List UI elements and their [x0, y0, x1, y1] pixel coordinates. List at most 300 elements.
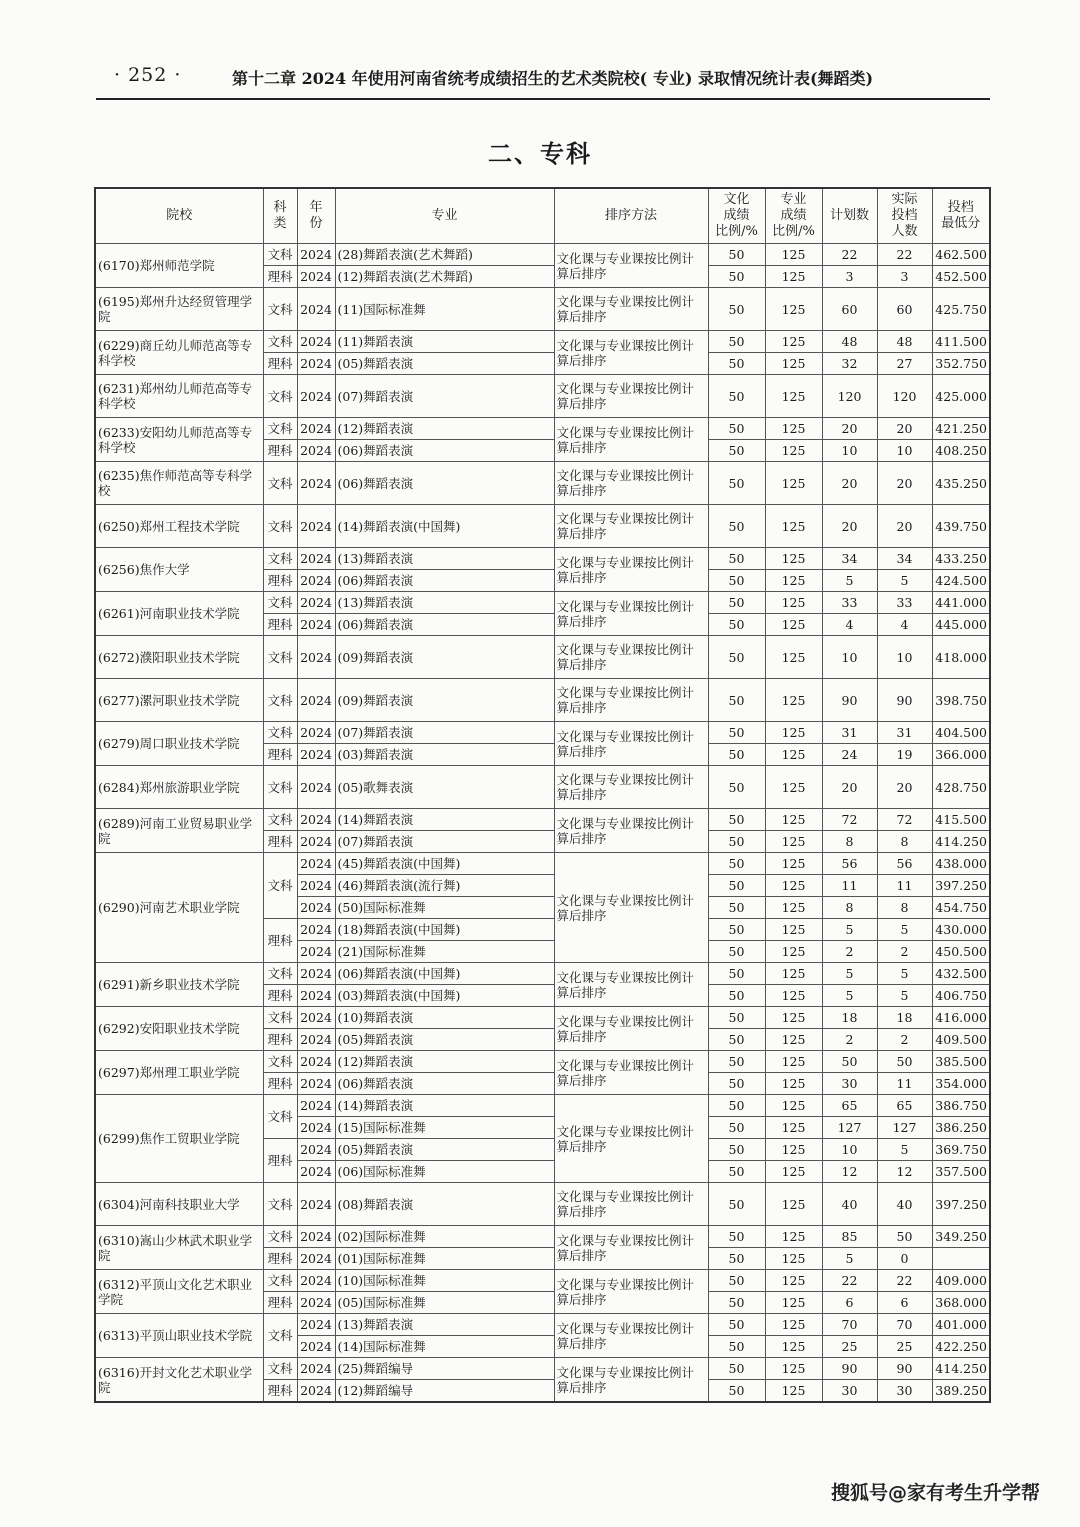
- subject-type: 理科: [263, 1380, 297, 1403]
- school-name: (6256)焦作大学: [95, 548, 263, 592]
- major-cell: (07)舞蹈表演: [335, 722, 554, 744]
- major-cell: (05)舞蹈表演: [335, 353, 554, 375]
- culture-ratio-cell: 50: [708, 1051, 765, 1073]
- school-name: (6291)新乡职业技术学院: [95, 963, 263, 1007]
- year-cell: 2024: [297, 1248, 335, 1270]
- culture-ratio-cell: 50: [708, 266, 765, 288]
- table-row: [95, 288, 990, 331]
- actual-count-cell: 90: [877, 1358, 932, 1380]
- major-cell: (09)舞蹈表演: [335, 636, 554, 679]
- subject-type: 文科: [263, 418, 297, 440]
- table-header-row: [95, 188, 990, 244]
- actual-count-cell: 2: [877, 941, 932, 963]
- sort-method: 文化课与专业课按比例计算后排序: [554, 809, 708, 853]
- table-row: [95, 1095, 990, 1117]
- sort-method: 文化课与专业课按比例计算后排序: [554, 1095, 708, 1183]
- col-header-prof-ratio: 专业 成绩 比例/%: [765, 188, 822, 244]
- watermark: 搜狐号@家有考生升学帮: [830, 1482, 1040, 1504]
- major-cell: (14)舞蹈表演: [335, 1095, 554, 1117]
- year-cell: 2024: [297, 462, 335, 505]
- actual-count-cell: 40: [877, 1183, 932, 1226]
- plan-count-cell: 20: [822, 418, 877, 440]
- major-cell: (14)舞蹈表演(中国舞): [335, 505, 554, 548]
- actual-count-cell: 19: [877, 744, 932, 766]
- major-cell: (21)国际标准舞: [335, 941, 554, 963]
- year-cell: 2024: [297, 244, 335, 266]
- col-header-actual: 实际 投档 人数: [877, 188, 932, 244]
- subject-type: 文科: [263, 963, 297, 985]
- subject-type: 理科: [263, 1292, 297, 1314]
- prof-ratio-cell: 125: [765, 353, 822, 375]
- culture-ratio-cell: 50: [708, 462, 765, 505]
- prof-ratio-cell: 125: [765, 679, 822, 722]
- culture-ratio-cell: 50: [708, 331, 765, 353]
- plan-count-cell: 12: [822, 1161, 877, 1183]
- prof-ratio-cell: 125: [765, 985, 822, 1007]
- major-cell: (15)国际标准舞: [335, 1117, 554, 1139]
- table-row: [95, 853, 990, 875]
- prof-ratio-cell: 125: [765, 244, 822, 266]
- lowest-score-cell: 435.250: [932, 462, 990, 505]
- plan-count-cell: 33: [822, 592, 877, 614]
- prof-ratio-cell: 125: [765, 440, 822, 462]
- prof-ratio-cell: 125: [765, 831, 822, 853]
- lowest-score-cell: 452.500: [932, 266, 990, 288]
- table-row: [95, 766, 990, 809]
- culture-ratio-cell: 50: [708, 570, 765, 592]
- actual-count-cell: 48: [877, 331, 932, 353]
- actual-count-cell: 22: [877, 1270, 932, 1292]
- plan-count-cell: 60: [822, 288, 877, 331]
- table-row: [95, 1226, 990, 1248]
- year-cell: 2024: [297, 875, 335, 897]
- page-number: · 252 ·: [114, 64, 182, 86]
- actual-count-cell: 31: [877, 722, 932, 744]
- prof-ratio-cell: 125: [765, 1029, 822, 1051]
- plan-count-cell: 90: [822, 679, 877, 722]
- admission-table: [94, 187, 991, 1403]
- lowest-score-cell: 411.500: [932, 331, 990, 353]
- sort-method: 文化课与专业课按比例计算后排序: [554, 288, 708, 331]
- subject-type: 文科: [263, 375, 297, 418]
- plan-count-cell: 5: [822, 963, 877, 985]
- plan-count-cell: 72: [822, 809, 877, 831]
- table-row: [95, 1007, 990, 1029]
- lowest-score-cell: 404.500: [932, 722, 990, 744]
- prof-ratio-cell: 125: [765, 1183, 822, 1226]
- subject-type: 文科: [263, 1270, 297, 1292]
- culture-ratio-cell: 50: [708, 440, 765, 462]
- year-cell: 2024: [297, 636, 335, 679]
- major-cell: (06)舞蹈表演: [335, 614, 554, 636]
- school-name: (6299)焦作工贸职业学院: [95, 1095, 263, 1183]
- year-cell: 2024: [297, 679, 335, 722]
- culture-ratio-cell: 50: [708, 375, 765, 418]
- culture-ratio-cell: 50: [708, 722, 765, 744]
- prof-ratio-cell: 125: [765, 1095, 822, 1117]
- major-cell: (06)舞蹈表演(中国舞): [335, 963, 554, 985]
- plan-count-cell: 3: [822, 266, 877, 288]
- year-cell: 2024: [297, 1139, 335, 1161]
- sort-method: 文化课与专业课按比例计算后排序: [554, 244, 708, 288]
- year-cell: 2024: [297, 766, 335, 809]
- subject-type: 理科: [263, 570, 297, 592]
- school-name: (6290)河南艺术职业学院: [95, 853, 263, 963]
- year-cell: 2024: [297, 548, 335, 570]
- plan-count-cell: 4: [822, 614, 877, 636]
- school-name: (6312)平顶山文化艺术职业学院: [95, 1270, 263, 1314]
- sort-method: 文化课与专业课按比例计算后排序: [554, 375, 708, 418]
- actual-count-cell: 20: [877, 418, 932, 440]
- major-cell: (45)舞蹈表演(中国舞): [335, 853, 554, 875]
- culture-ratio-cell: 50: [708, 853, 765, 875]
- prof-ratio-cell: 125: [765, 1292, 822, 1314]
- plan-count-cell: 32: [822, 353, 877, 375]
- major-cell: (10)国际标准舞: [335, 1270, 554, 1292]
- lowest-score-cell: 369.750: [932, 1139, 990, 1161]
- major-cell: (09)舞蹈表演: [335, 679, 554, 722]
- table-row: [95, 592, 990, 614]
- major-cell: (06)舞蹈表演: [335, 1073, 554, 1095]
- sort-method: 文化课与专业课按比例计算后排序: [554, 679, 708, 722]
- year-cell: 2024: [297, 1336, 335, 1358]
- actual-count-cell: 5: [877, 570, 932, 592]
- plan-count-cell: 8: [822, 831, 877, 853]
- table-row: [95, 505, 990, 548]
- prof-ratio-cell: 125: [765, 331, 822, 353]
- subject-type: 文科: [263, 766, 297, 809]
- year-cell: 2024: [297, 266, 335, 288]
- lowest-score-cell: 438.000: [932, 853, 990, 875]
- year-cell: 2024: [297, 1029, 335, 1051]
- lowest-score-cell: 421.250: [932, 418, 990, 440]
- col-header-method: 排序方法: [554, 188, 708, 244]
- lowest-score-cell: 425.750: [932, 288, 990, 331]
- culture-ratio-cell: 50: [708, 1073, 765, 1095]
- actual-count-cell: 50: [877, 1226, 932, 1248]
- subject-type: 文科: [263, 592, 297, 614]
- major-cell: (46)舞蹈表演(流行舞): [335, 875, 554, 897]
- major-cell: (10)舞蹈表演: [335, 1007, 554, 1029]
- subject-type: 文科: [263, 1051, 297, 1073]
- year-cell: 2024: [297, 570, 335, 592]
- table-row: [95, 722, 990, 744]
- table-row: [95, 375, 990, 418]
- plan-count-cell: 34: [822, 548, 877, 570]
- lowest-score-cell: 401.000: [932, 1314, 990, 1336]
- culture-ratio-cell: 50: [708, 505, 765, 548]
- table-row: [95, 636, 990, 679]
- table-row: [95, 1051, 990, 1073]
- lowest-score-cell: 357.500: [932, 1161, 990, 1183]
- actual-count-cell: 20: [877, 766, 932, 809]
- actual-count-cell: 5: [877, 985, 932, 1007]
- prof-ratio-cell: 125: [765, 875, 822, 897]
- actual-count-cell: 33: [877, 592, 932, 614]
- prof-ratio-cell: 125: [765, 288, 822, 331]
- lowest-score-cell: 415.500: [932, 809, 990, 831]
- page-header: [96, 62, 990, 100]
- year-cell: 2024: [297, 614, 335, 636]
- lowest-score-cell: 352.750: [932, 353, 990, 375]
- prof-ratio-cell: 125: [765, 592, 822, 614]
- plan-count-cell: 90: [822, 1358, 877, 1380]
- prof-ratio-cell: 125: [765, 919, 822, 941]
- culture-ratio-cell: 50: [708, 1139, 765, 1161]
- year-cell: 2024: [297, 1161, 335, 1183]
- major-cell: (03)舞蹈表演(中国舞): [335, 985, 554, 1007]
- actual-count-cell: 120: [877, 375, 932, 418]
- year-cell: 2024: [297, 1358, 335, 1380]
- year-cell: 2024: [297, 853, 335, 875]
- lowest-score-cell: 462.500: [932, 244, 990, 266]
- lowest-score-cell: 386.750: [932, 1095, 990, 1117]
- year-cell: 2024: [297, 1007, 335, 1029]
- lowest-score-cell: 450.500: [932, 941, 990, 963]
- lowest-score-cell: 428.750: [932, 766, 990, 809]
- lowest-score-cell: 408.250: [932, 440, 990, 462]
- table-row: [95, 1314, 990, 1336]
- subject-type: 文科: [263, 809, 297, 831]
- section-title: 二、专科: [488, 139, 592, 168]
- school-name: (6284)郑州旅游职业学院: [95, 766, 263, 809]
- prof-ratio-cell: 125: [765, 1380, 822, 1403]
- culture-ratio-cell: 50: [708, 919, 765, 941]
- actual-count-cell: 20: [877, 462, 932, 505]
- culture-ratio-cell: 50: [708, 1095, 765, 1117]
- prof-ratio-cell: 125: [765, 1073, 822, 1095]
- actual-count-cell: 90: [877, 679, 932, 722]
- school-name: (6235)焦作师范高等专科学校: [95, 462, 263, 505]
- year-cell: 2024: [297, 1292, 335, 1314]
- prof-ratio-cell: 125: [765, 897, 822, 919]
- culture-ratio-cell: 50: [708, 1029, 765, 1051]
- subject-type: 文科: [263, 722, 297, 744]
- major-cell: (11)舞蹈表演: [335, 331, 554, 353]
- actual-count-cell: 12: [877, 1161, 932, 1183]
- actual-count-cell: 6: [877, 1292, 932, 1314]
- sort-method: 文化课与专业课按比例计算后排序: [554, 722, 708, 766]
- subject-type: 文科: [263, 636, 297, 679]
- culture-ratio-cell: 50: [708, 548, 765, 570]
- lowest-score-cell: 432.500: [932, 963, 990, 985]
- plan-count-cell: 2: [822, 941, 877, 963]
- year-cell: 2024: [297, 897, 335, 919]
- major-cell: (03)舞蹈表演: [335, 744, 554, 766]
- plan-count-cell: 5: [822, 1248, 877, 1270]
- lowest-score-cell: 424.500: [932, 570, 990, 592]
- actual-count-cell: 5: [877, 919, 932, 941]
- culture-ratio-cell: 50: [708, 1161, 765, 1183]
- sort-method: 文化课与专业课按比例计算后排序: [554, 1358, 708, 1403]
- subject-type: 文科: [263, 462, 297, 505]
- col-header-plan: 计划数: [822, 188, 877, 244]
- actual-count-cell: 27: [877, 353, 932, 375]
- major-cell: (13)舞蹈表演: [335, 548, 554, 570]
- sort-method: 文化课与专业课按比例计算后排序: [554, 1226, 708, 1270]
- lowest-score-cell: 414.250: [932, 831, 990, 853]
- prof-ratio-cell: 125: [765, 766, 822, 809]
- col-header-lowest: 投档 最低分: [932, 188, 990, 244]
- year-cell: 2024: [297, 744, 335, 766]
- subject-type: 理科: [263, 353, 297, 375]
- actual-count-cell: 11: [877, 1073, 932, 1095]
- year-cell: 2024: [297, 941, 335, 963]
- plan-count-cell: 24: [822, 744, 877, 766]
- year-cell: 2024: [297, 1095, 335, 1117]
- table-row: [95, 1183, 990, 1226]
- prof-ratio-cell: 125: [765, 744, 822, 766]
- plan-count-cell: 10: [822, 1139, 877, 1161]
- plan-count-cell: 85: [822, 1226, 877, 1248]
- actual-count-cell: 18: [877, 1007, 932, 1029]
- school-name: (6272)濮阳职业技术学院: [95, 636, 263, 679]
- culture-ratio-cell: 50: [708, 288, 765, 331]
- prof-ratio-cell: 125: [765, 1117, 822, 1139]
- major-cell: (11)国际标准舞: [335, 288, 554, 331]
- year-cell: 2024: [297, 331, 335, 353]
- prof-ratio-cell: 125: [765, 1161, 822, 1183]
- lowest-score-cell: 416.000: [932, 1007, 990, 1029]
- lowest-score-cell: 433.250: [932, 548, 990, 570]
- sort-method: 文化课与专业课按比例计算后排序: [554, 548, 708, 592]
- year-cell: 2024: [297, 375, 335, 418]
- culture-ratio-cell: 50: [708, 831, 765, 853]
- culture-ratio-cell: 50: [708, 592, 765, 614]
- major-cell: (12)舞蹈编导: [335, 1380, 554, 1403]
- lowest-score-cell: 397.250: [932, 875, 990, 897]
- major-cell: (02)国际标准舞: [335, 1226, 554, 1248]
- actual-count-cell: 34: [877, 548, 932, 570]
- plan-count-cell: 20: [822, 462, 877, 505]
- year-cell: 2024: [297, 592, 335, 614]
- culture-ratio-cell: 50: [708, 963, 765, 985]
- major-cell: (06)舞蹈表演: [335, 440, 554, 462]
- major-cell: (08)舞蹈表演: [335, 1183, 554, 1226]
- actual-count-cell: 65: [877, 1095, 932, 1117]
- actual-count-cell: 5: [877, 1139, 932, 1161]
- plan-count-cell: 2: [822, 1029, 877, 1051]
- major-cell: (01)国际标准舞: [335, 1248, 554, 1270]
- plan-count-cell: 48: [822, 331, 877, 353]
- actual-count-cell: 56: [877, 853, 932, 875]
- year-cell: 2024: [297, 1314, 335, 1336]
- lowest-score-cell: 439.750: [932, 505, 990, 548]
- prof-ratio-cell: 125: [765, 1248, 822, 1270]
- lowest-score-cell: 385.500: [932, 1051, 990, 1073]
- sort-method: 文化课与专业课按比例计算后排序: [554, 462, 708, 505]
- table-row: [95, 809, 990, 831]
- subject-type: 文科: [263, 1314, 297, 1358]
- prof-ratio-cell: 125: [765, 1358, 822, 1380]
- actual-count-cell: 8: [877, 831, 932, 853]
- culture-ratio-cell: 50: [708, 985, 765, 1007]
- subject-type: 理科: [263, 1029, 297, 1051]
- subject-type: 文科: [263, 1095, 297, 1139]
- major-cell: (07)舞蹈表演: [335, 375, 554, 418]
- subject-type: 文科: [263, 1007, 297, 1029]
- actual-count-cell: 70: [877, 1314, 932, 1336]
- plan-count-cell: 50: [822, 1051, 877, 1073]
- culture-ratio-cell: 50: [708, 1336, 765, 1358]
- subject-type: 理科: [263, 831, 297, 853]
- subject-type: 文科: [263, 244, 297, 266]
- school-name: (6310)嵩山少林武术职业学院: [95, 1226, 263, 1270]
- table-row: [95, 244, 990, 266]
- major-cell: (28)舞蹈表演(艺术舞蹈): [335, 244, 554, 266]
- prof-ratio-cell: 125: [765, 505, 822, 548]
- major-cell: (05)舞蹈表演: [335, 1139, 554, 1161]
- culture-ratio-cell: 50: [708, 1226, 765, 1248]
- year-cell: 2024: [297, 1380, 335, 1403]
- actual-count-cell: 10: [877, 636, 932, 679]
- plan-count-cell: 18: [822, 1007, 877, 1029]
- school-name: (6279)周口职业技术学院: [95, 722, 263, 766]
- sort-method: 文化课与专业课按比例计算后排序: [554, 331, 708, 375]
- year-cell: 2024: [297, 1226, 335, 1248]
- major-cell: (13)舞蹈表演: [335, 592, 554, 614]
- school-name: (6316)开封文化艺术职业学院: [95, 1358, 263, 1403]
- table-body: [95, 244, 990, 1403]
- lowest-score-cell: 354.000: [932, 1073, 990, 1095]
- table-row: [95, 679, 990, 722]
- actual-count-cell: 127: [877, 1117, 932, 1139]
- subject-type: 文科: [263, 1358, 297, 1380]
- prof-ratio-cell: 125: [765, 1139, 822, 1161]
- prof-ratio-cell: 125: [765, 462, 822, 505]
- prof-ratio-cell: 125: [765, 418, 822, 440]
- plan-count-cell: 10: [822, 440, 877, 462]
- actual-count-cell: 25: [877, 1336, 932, 1358]
- sort-method: 文化课与专业课按比例计算后排序: [554, 1007, 708, 1051]
- culture-ratio-cell: 50: [708, 1380, 765, 1403]
- plan-count-cell: 127: [822, 1117, 877, 1139]
- year-cell: 2024: [297, 353, 335, 375]
- plan-count-cell: 22: [822, 1270, 877, 1292]
- major-cell: (12)舞蹈表演(艺术舞蹈): [335, 266, 554, 288]
- lowest-score-cell: 366.000: [932, 744, 990, 766]
- school-name: (6313)平顶山职业技术学院: [95, 1314, 263, 1358]
- year-cell: 2024: [297, 809, 335, 831]
- culture-ratio-cell: 50: [708, 1007, 765, 1029]
- school-name: (6233)安阳幼儿师范高等专科学校: [95, 418, 263, 462]
- major-cell: (06)舞蹈表演: [335, 570, 554, 592]
- culture-ratio-cell: 50: [708, 418, 765, 440]
- lowest-score-cell: 409.500: [932, 1029, 990, 1051]
- lowest-score-cell: 349.250: [932, 1226, 990, 1248]
- culture-ratio-cell: 50: [708, 809, 765, 831]
- table-row: [95, 1270, 990, 1292]
- lowest-score-cell: 397.250: [932, 1183, 990, 1226]
- table-row: [95, 462, 990, 505]
- major-cell: (14)舞蹈表演: [335, 809, 554, 831]
- lowest-score-cell: 425.000: [932, 375, 990, 418]
- school-name: (6195)郑州升达经贸管理学院: [95, 288, 263, 331]
- major-cell: (05)舞蹈表演: [335, 1029, 554, 1051]
- year-cell: 2024: [297, 985, 335, 1007]
- prof-ratio-cell: 125: [765, 963, 822, 985]
- prof-ratio-cell: 125: [765, 1007, 822, 1029]
- year-cell: 2024: [297, 440, 335, 462]
- subject-type: 文科: [263, 1226, 297, 1248]
- actual-count-cell: 20: [877, 505, 932, 548]
- sort-method: 文化课与专业课按比例计算后排序: [554, 853, 708, 963]
- school-name: (6231)郑州幼儿师范高等专科学校: [95, 375, 263, 418]
- culture-ratio-cell: 50: [708, 1358, 765, 1380]
- sort-method: 文化课与专业课按比例计算后排序: [554, 1051, 708, 1095]
- plan-count-cell: 10: [822, 636, 877, 679]
- prof-ratio-cell: 125: [765, 1314, 822, 1336]
